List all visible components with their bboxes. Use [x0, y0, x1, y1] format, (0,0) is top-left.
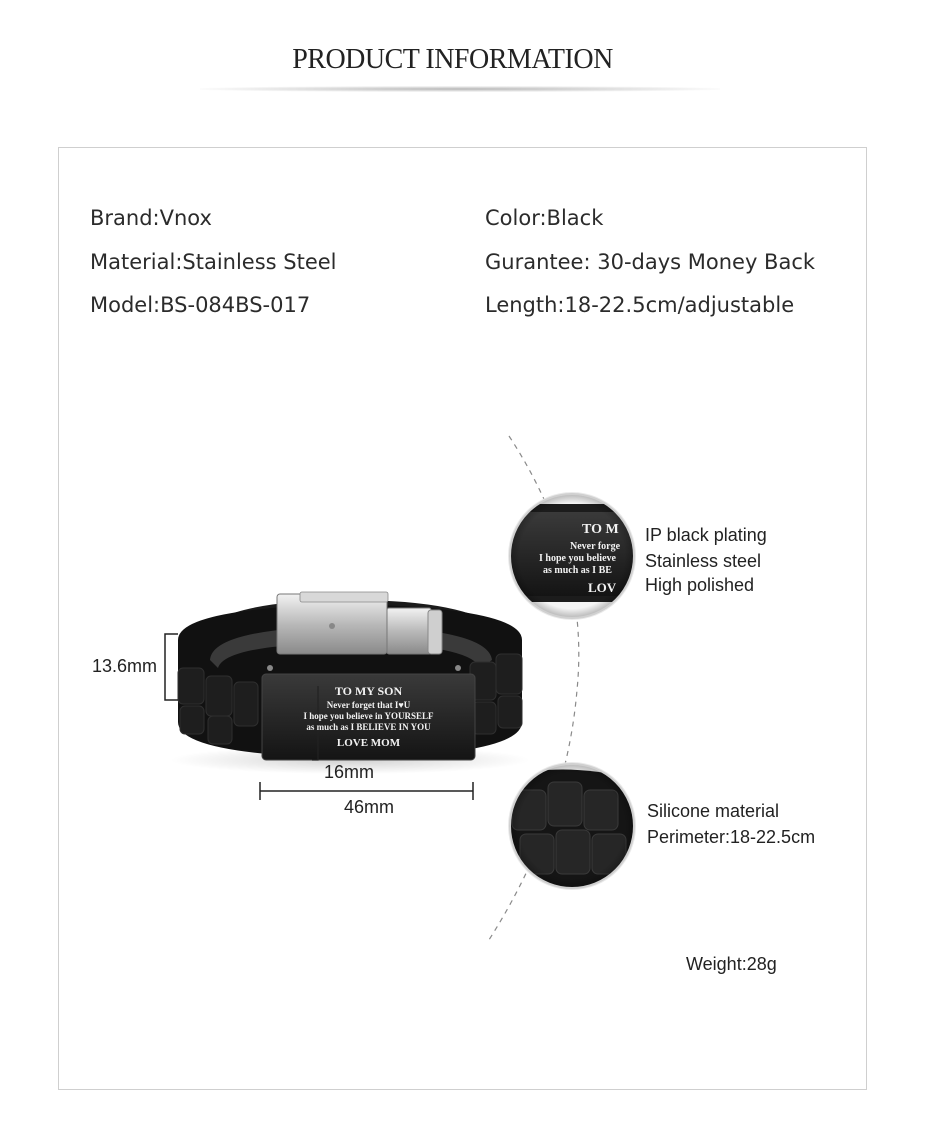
spec-guarantee: Gurantee: 30-days Money Back [485, 250, 816, 274]
callout-polished: High polished [645, 575, 755, 595]
callout-perimeter: Perimeter:18-22.5cm [647, 827, 816, 847]
spec-color: Color:Black [485, 206, 604, 230]
plate-line-1: TO MY SON [334, 684, 403, 698]
callout-plating: IP black plating [645, 525, 767, 545]
height-bracket [165, 634, 178, 700]
weight-label: Weight:28g [686, 954, 777, 974]
spec-brand: Brand:Vnox [90, 206, 212, 230]
zoom-plate-line-3: I hope you believe [539, 553, 616, 564]
callout-silicone: Silicone material [647, 801, 780, 821]
plate-line-3: I hope you believe in YOURSELF [303, 711, 434, 721]
height-dimension-label: 13.6mm [92, 656, 158, 676]
zoom-plate-line-2: Never forge [570, 541, 621, 552]
length-dimension-label: 46mm [344, 797, 395, 817]
steel-clasp [277, 592, 442, 654]
plate-line-5: LOVE MOM [336, 737, 401, 749]
band-links-right [470, 654, 522, 734]
callout-steel: Stainless steel [645, 551, 762, 571]
zoom-plate-text [512, 516, 632, 598]
plate-line-4: as much as I BELIEVE IN YOU [306, 722, 431, 732]
zoom-plate-line-4: as much as I BE [543, 565, 612, 576]
zoom-plate-line-5: LOV [588, 580, 617, 595]
spec-material: Material:Stainless Steel [90, 250, 337, 274]
plate-width-dimension-label: 16mm [324, 762, 375, 782]
spec-length: Length:18-22.5cm/adjustable [485, 293, 795, 317]
page-title: PRODUCT INFORMATION [292, 44, 613, 75]
plate-line-2: Never forget that I♥U [326, 700, 411, 710]
spec-model: Model:BS-084BS-017 [90, 293, 311, 317]
zoom-plate-line-1: TO M [582, 522, 619, 537]
